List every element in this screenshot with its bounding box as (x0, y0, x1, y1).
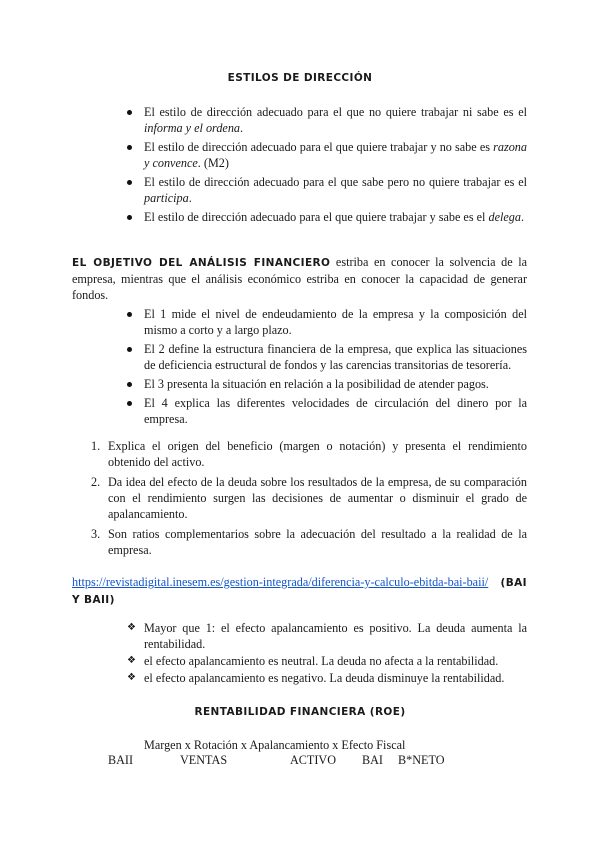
apalancamiento-list (127, 620, 527, 687)
list-item: 3. Son ratios complementarios sobre la adecuación del resultado a la realidad de la empresa. (91, 527, 527, 557)
bullet-icon (127, 110, 132, 115)
list-item: El estilo de dirección adecuado para el que quiere trabajar y no sabe es razona y convence. (M2) (144, 139, 527, 171)
term-bai: BAI (362, 753, 383, 767)
objetivo-paragraph: EL OBJETIVO DEL ANÁLISIS FINANCIERO estriba en conocer la solvencia de la empresa, mientras que el análisis económico estriba en conocer la capacidad de generar fondos. (72, 255, 527, 302)
title-estilos-direccion: ESTILOS DE DIRECCIÓN (227, 72, 373, 84)
objetivo-heading: EL OBJETIVO DEL ANÁLISIS FINANCIERO (72, 257, 331, 269)
list-item: El 3 presenta la situación en relación a la posibilidad de atender pagos. (144, 376, 527, 392)
bullet-icon (127, 145, 132, 150)
bullet-icon (127, 401, 132, 406)
ebitda-article-link[interactable]: https://revistadigital.inesem.es/gestion-integrada/diferencia-y-calculo-ebitda-bai-baii/ (72, 575, 489, 589)
link-suffix: (BAI Y BAII) (72, 577, 527, 606)
list-item: El 2 define la estructura financiera de la empresa, que explica las situaciones de deficiencia estructural de fondos y las carencias transitorias de tesorería. (144, 341, 527, 373)
list-item: 1. Explica el origen del beneficio (margen o notación) y presenta el rendimiento obtenido del activo. (91, 439, 527, 469)
reference-line (72, 574, 527, 608)
ratios-list (144, 306, 527, 430)
list-item: ❖ Mayor que 1: el efecto apalancamiento es positivo. La deuda aumenta la rentabilidad. (127, 621, 527, 651)
bullet-icon (127, 180, 132, 185)
list-item: El 4 explica las diferentes velocidades de circulación del dinero por la empresa. (144, 395, 527, 427)
term-activo: ACTIVO (290, 753, 337, 767)
item-number: 2. (91, 475, 101, 489)
term-ventas: VENTAS (180, 753, 228, 767)
numbered-list (91, 438, 527, 562)
list-item: El estilo de dirección adecuado para el que no quiere trabajar ni sabe es el informa y el ordena. (144, 104, 527, 136)
estilos-list (144, 104, 527, 228)
bullet-icon (127, 382, 132, 387)
list-item: 2. Da idea del efecto de la deuda sobre los resultados de la empresa, de su comparación con el rendimiento surgen las decisiones de aumentar o disminuir el grado de apalancamiento. (91, 475, 527, 521)
diamond-bullet-icon: ❖ (127, 655, 136, 666)
list-item: ❖ el efecto apalancamiento es negativo. La deuda disminuye la rentabilidad. (127, 671, 505, 685)
list-item: ❖ el efecto apalancamiento es neutral. La deuda no afecta a la rentabilidad. (127, 654, 499, 668)
term-baii: BAII (108, 753, 134, 767)
diamond-bullet-icon: ❖ (127, 622, 136, 633)
list-item: El estilo de dirección adecuado para el que sabe pero no quiere trabajar es el participa. (144, 174, 527, 206)
roe-formula: Margen x Rotación x Apalancamiento x Efecto Fiscal (144, 738, 406, 752)
list-item: El 1 mide el nivel de endeudamiento de la empresa y la composición del mismo a corto y a largo plazo. (144, 306, 527, 338)
item-number: 1. (91, 439, 101, 453)
term-bneto: B*NETO (398, 753, 445, 767)
bullet-icon (127, 347, 132, 352)
bullet-icon (127, 215, 132, 220)
title-rentabilidad-financiera: RENTABILIDAD FINANCIERA (ROE) (194, 706, 406, 718)
bullet-icon (127, 312, 132, 317)
list-item: El estilo de dirección adecuado para el que quiere trabajar y sabe es el delega. (144, 209, 527, 225)
item-number: 3. (91, 527, 101, 541)
diamond-bullet-icon: ❖ (127, 672, 136, 683)
